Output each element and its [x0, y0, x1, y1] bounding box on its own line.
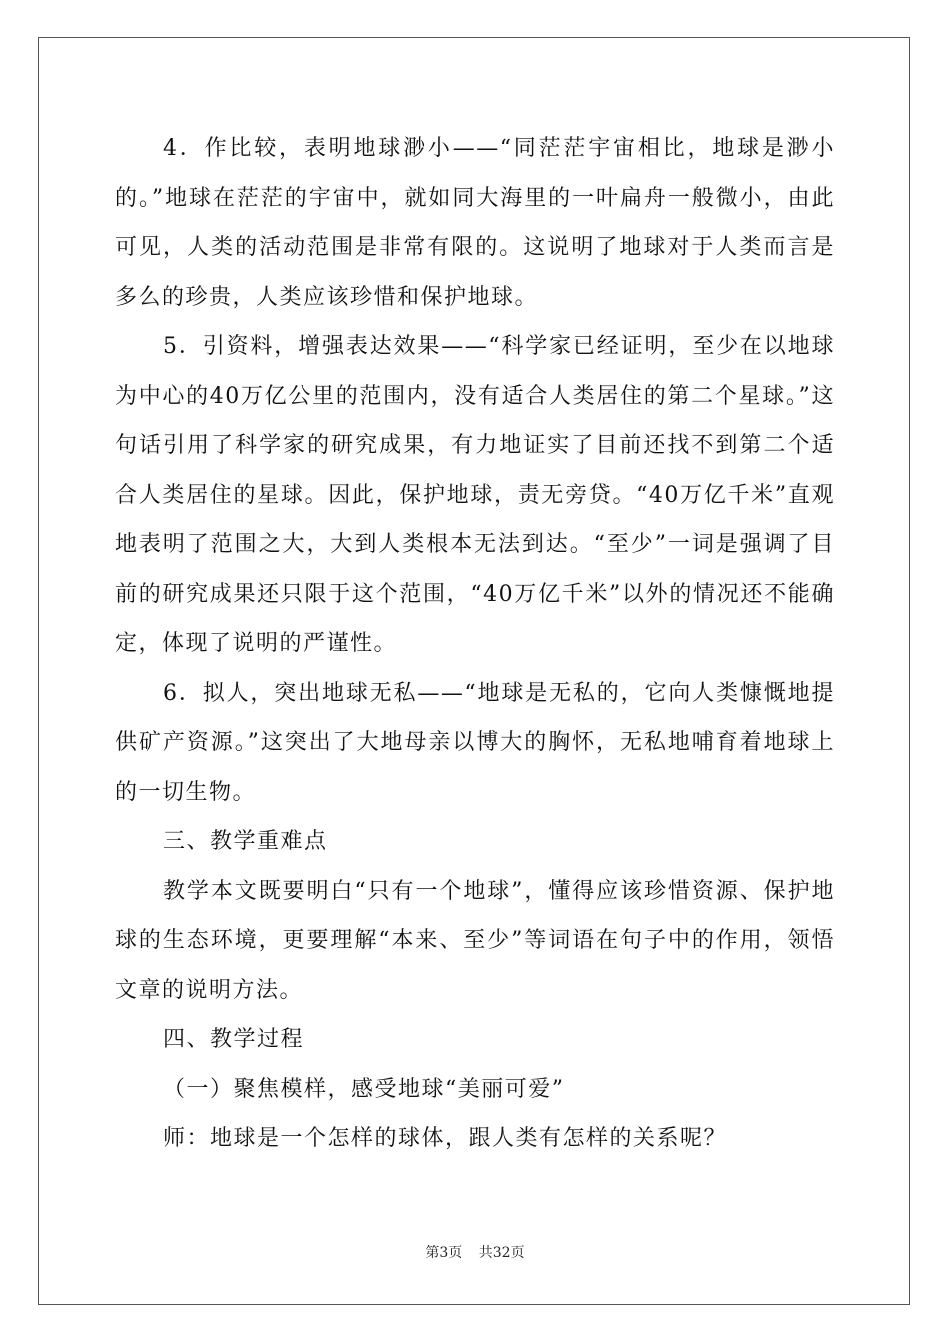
page-footer — [0, 1242, 950, 1262]
page-number: 第3页 — [425, 1245, 463, 1261]
paragraph-citation: 5．引资料，增强表达效果——“科学家已经证明，至少在以地球为中心的40万亿公里的范围内，没有适合人类居住的第二个星球。”这句话引用了科学家的研究成果，有力地证实了目前还找不到第二个适合人类居住的星球。因此，保护地球，责无旁贷。“40万亿千米”直观地表明了范围之大，大到人类根本无法到达。“至少”一词是强调了目前的研究成果还只限于这个范围，“40万亿千米”以外的情况还不能确定，体现了说明的严谨性。 — [115, 334, 835, 656]
subheading-focus-appearance: （一）聚焦模样，感受地球“美丽可爱” — [163, 1076, 565, 1102]
paragraph-teaching-goals: 教学本文既要明白“只有一个地球”，懂得应该珍惜资源、保护地球的生态环境，更要理解“本来、至少”等词语在句子中的作用，领悟文章的说明方法。 — [115, 878, 835, 1003]
heading-key-difficulties: 三、教学重难点 — [163, 829, 328, 854]
paragraph-teacher-question: 师：地球是一个怎样的球体，跟人类有怎样的关系呢？ — [163, 1126, 728, 1151]
paragraph-personification: 6．拟人，突出地球无私——“地球是无私的，它向人类慷慨地提供矿产资源。”这突出了大地母亲以博大的胸怀，无私地哺育着地球上的一切生物。 — [115, 680, 835, 805]
document-body — [115, 124, 835, 1164]
paragraph-comparison: 4．作比较，表明地球渺小——“同茫茫宇宙相比，地球是渺小的。”地球在茫茫的宇宙中，就如同大海里的一叶扁舟一般微小，由此可见，人类的活动范围是非常有限的。这说明了地球对于人类而言是多么的珍贵，人类应该珍惜和保护地球。 — [115, 136, 835, 310]
heading-teaching-process: 四、教学过程 — [163, 1027, 305, 1052]
total-pages: 共32页 — [478, 1245, 525, 1261]
